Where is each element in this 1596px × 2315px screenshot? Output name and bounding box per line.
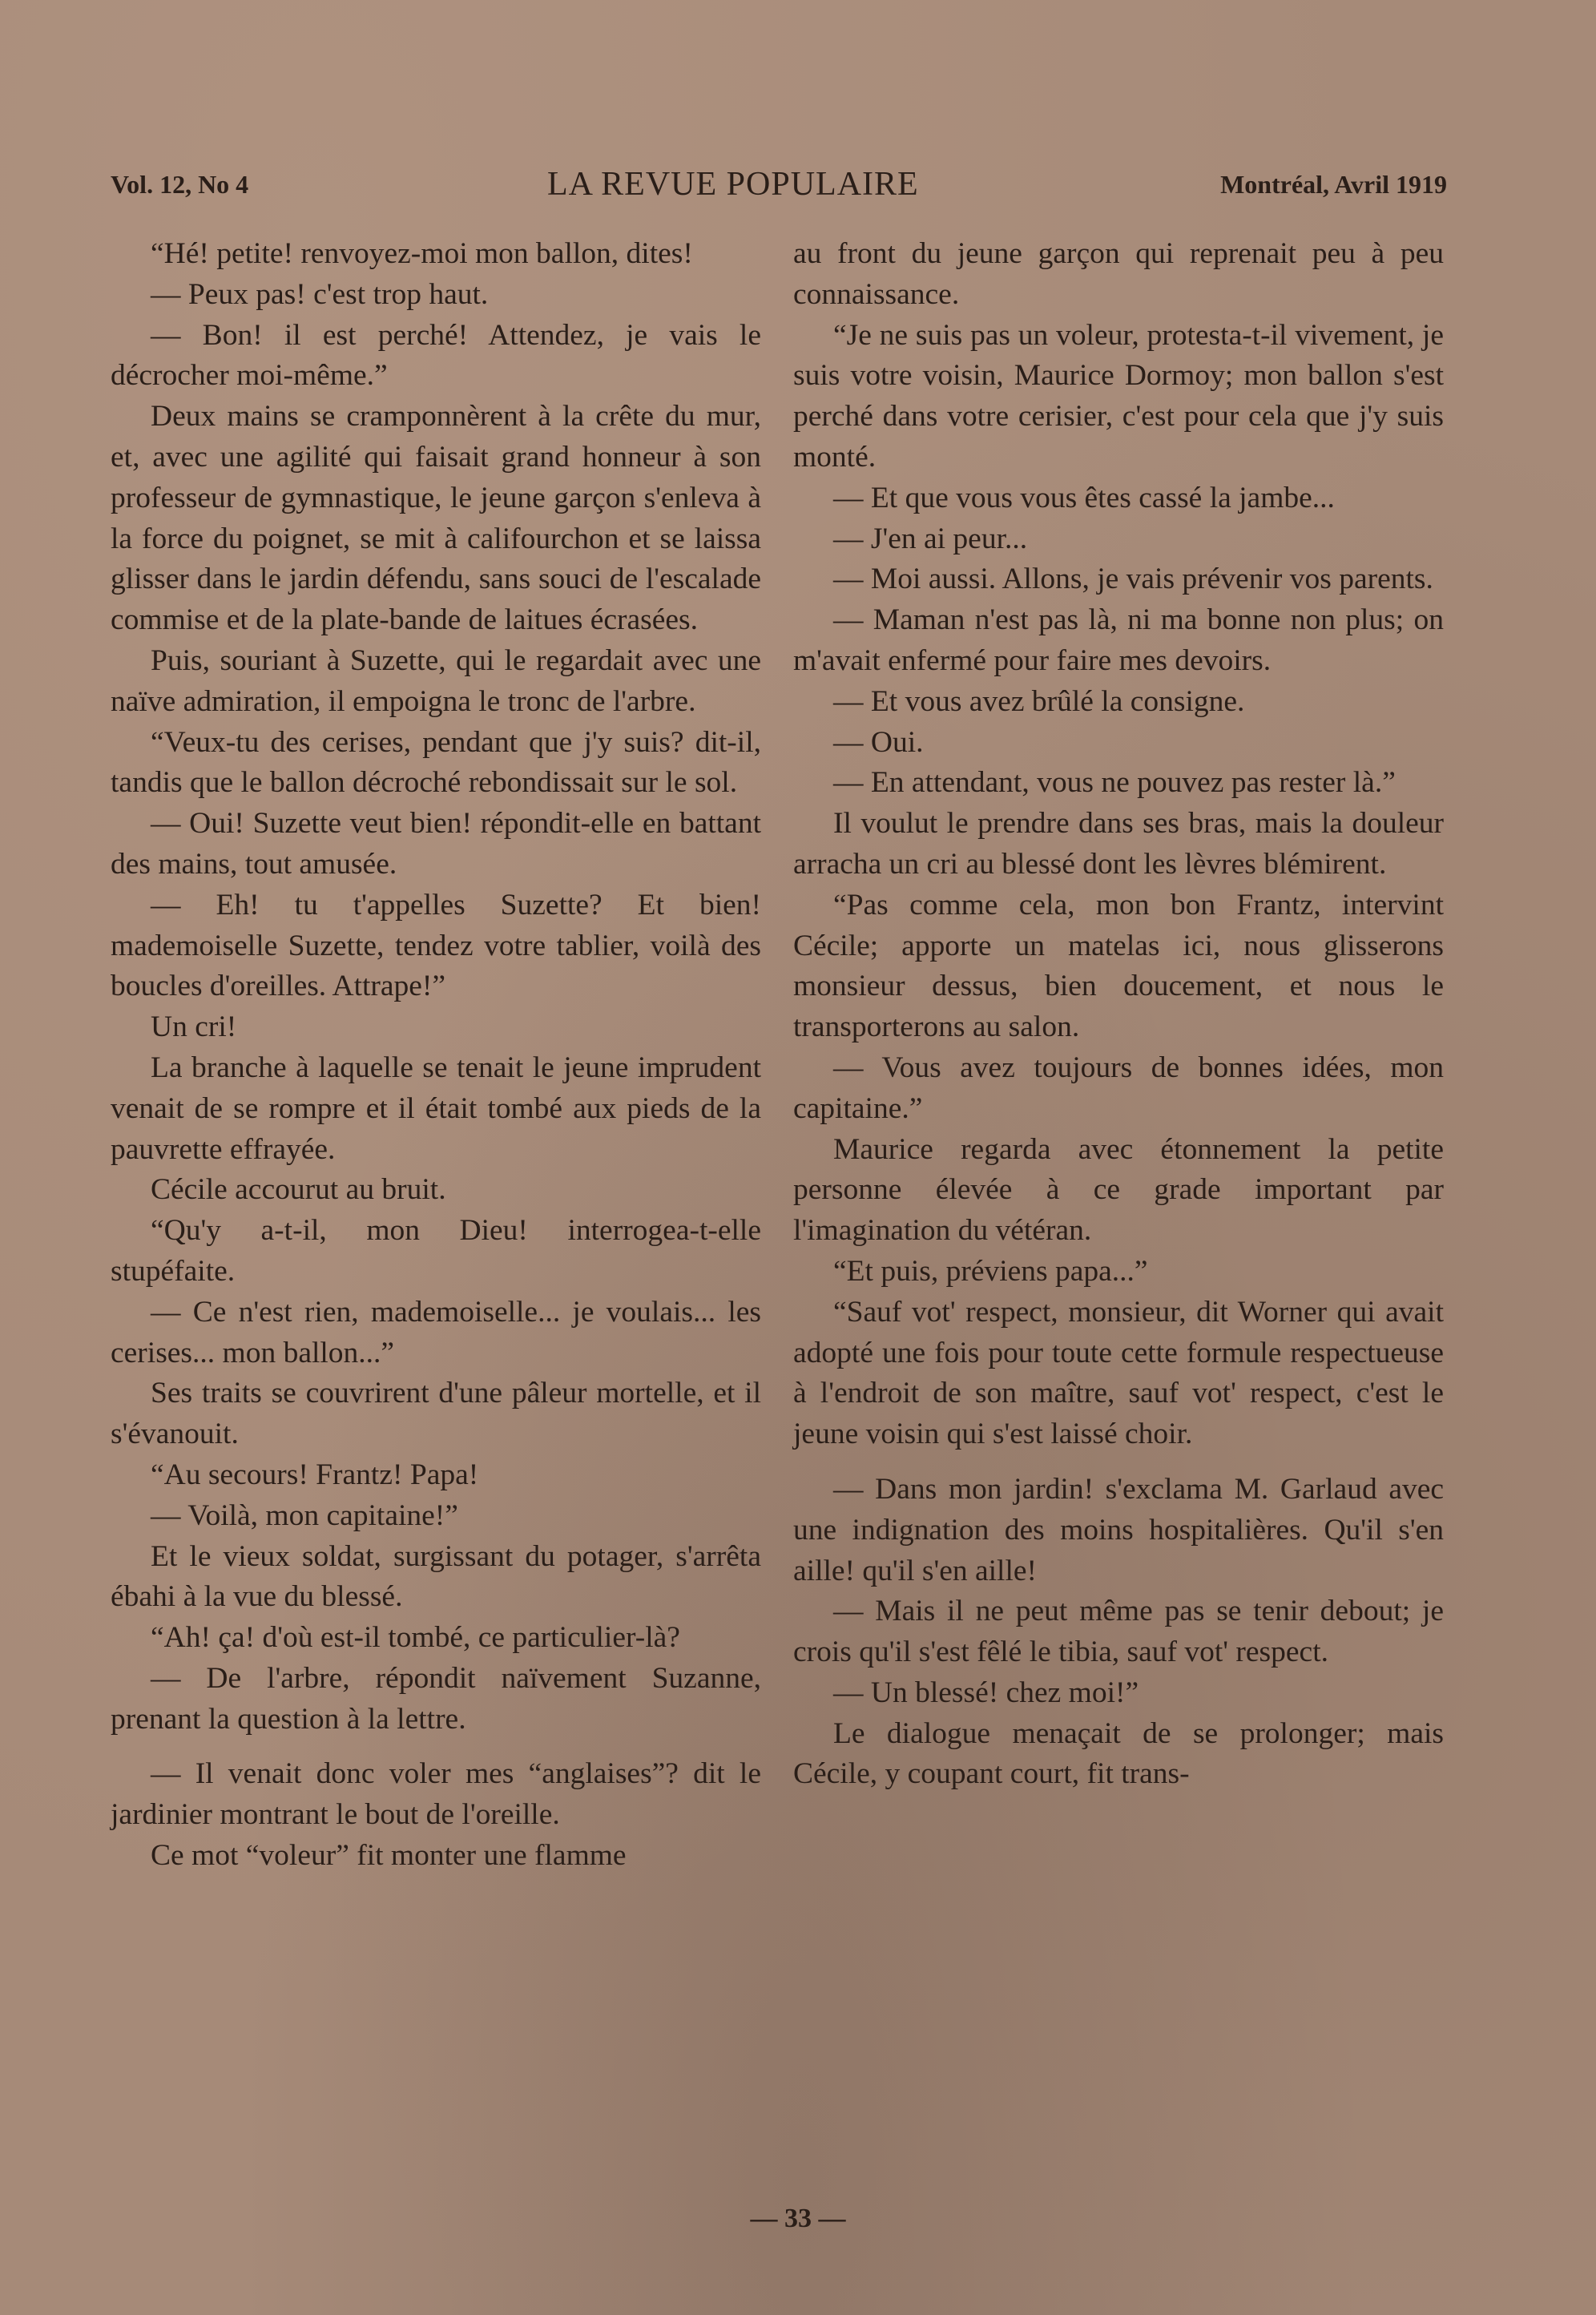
paragraph: “Ah! ça! d'où est-il tombé, ce particulier-là? <box>151 1621 680 1655</box>
paragraph: — De l'arbre, répondit naïvement Suzanne, prenant la question à la lettre. <box>111 1661 761 1736</box>
paragraph: — Moi aussi. Allons, je vais prévenir vos parents. <box>833 563 1433 596</box>
paragraph: “Et puis, préviens papa...” <box>833 1254 1148 1288</box>
paragraph: — Oui! Suzette veut bien! répondit-elle en battant des mains, tout amusée. <box>111 807 761 881</box>
paragraph: Ses traits se couvrirent d'une pâleur mortelle, et il s'évanouit. <box>111 1377 761 1451</box>
page-number: — 33 — <box>750 2204 846 2233</box>
paragraph: — Peux pas! c'est trop haut. <box>151 277 489 311</box>
paragraph: Cécile accourut au bruit. <box>151 1173 446 1207</box>
left-text-column <box>111 234 761 1877</box>
paragraph: — Dans mon jardin! s'exclama M. Garlaud avec une indignation des moins hospitalières. Qu'il s'en aille! qu'il s'en aille! <box>793 1472 1444 1587</box>
paragraph: au front du jeune garçon qui reprenait peu à peu connaissance. <box>793 237 1444 311</box>
paragraph: “Pas comme cela, mon bon Frantz, intervint Cécile; apporte un matelas ici, nous glisserons monsieur dessus, bien doucement, et nous le transporterons au salon. <box>793 888 1444 1044</box>
paragraph: Un cri! <box>151 1010 237 1044</box>
paragraph: “Sauf vot' respect, monsieur, dit Worner qui avait adopté une fois pour toute cette formule respectueuse à l'endroit de son maître, sauf vot' respect, c'est le jeune voisin qui s'est laissé choir. <box>793 1295 1444 1451</box>
paragraph: Il voulut le prendre dans ses bras, mais la douleur arracha un cri au blessé dont les lèvres blémirent. <box>793 807 1444 881</box>
paragraph: — Et que vous vous êtes cassé la jambe... <box>833 481 1335 514</box>
paragraph: — Eh! tu t'appelles Suzette? Et bien! mademoiselle Suzette, tendez votre tablier, voilà des boucles d'oreilles. Attrape!” <box>111 888 761 1003</box>
paragraph: Puis, souriant à Suzette, qui le regardait avec une naïve admiration, il empoigna le tronc de l'arbre. <box>111 643 761 718</box>
paragraph: — Il venait donc voler mes “anglaises”? dit le jardinier montrant le bout de l'oreille. <box>111 1757 761 1832</box>
paragraph: — J'en ai peur... <box>833 522 1028 555</box>
paragraph: Le dialogue menaçait de se prolonger; mais Cécile, y coupant court, fit trans- <box>793 1716 1444 1791</box>
paragraph: — Ce n'est rien, mademoiselle... je voulais... les cerises... mon ballon...” <box>111 1295 761 1369</box>
paragraph: — Bon! il est perché! Attendez, je vais le décrocher moi-même.” <box>111 318 761 393</box>
right-text-column <box>793 234 1444 1795</box>
issue-date: Montréal, Avril 1919 <box>1220 170 1447 199</box>
paragraph: — Oui. <box>833 725 924 759</box>
paragraph: — Un blessé! chez moi!” <box>833 1676 1139 1709</box>
paragraph: “Hé! petite! renvoyez-moi mon ballon, dites! <box>151 237 693 270</box>
paragraph: — Mais il ne peut même pas se tenir debout; je crois qu'il s'est fêlé le tibia, sauf vot' respect. <box>793 1595 1444 1669</box>
paragraph: Et le vieux soldat, surgissant du potager, s'arrêta ébahi à la vue du blessé. <box>111 1539 761 1614</box>
paragraph: “Au secours! Frantz! Papa! <box>151 1458 479 1491</box>
volume-label: Vol. 12, No 4 <box>111 170 249 199</box>
paragraph: — Maman n'est pas là, ni ma bonne non plus; on m'avait enfermé pour faire mes devoirs. <box>793 603 1444 677</box>
paragraph: “Veux-tu des cerises, pendant que j'y suis? dit-il, tandis que le ballon décroché rebondissait sur le sol. <box>111 725 761 800</box>
paragraph: Deux mains se cramponnèrent à la crête du mur, et, avec une agilité qui faisait grand honneur à son professeur de gymnastique, le jeune garçon s'enleva à la force du poignet, se mit à califourchon et se laissa glisser dans le jardin défendu, sans souci de l'escalade commise et de la plate-bande de laitues écrasées. <box>111 400 761 637</box>
paragraph: — En attendant, vous ne pouvez pas rester là.” <box>833 766 1396 800</box>
paragraph: “Je ne suis pas un voleur, protesta-t-il vivement, je suis votre voisin, Maurice Dormoy; mon ballon s'est perché dans votre cerisier, c'est pour cela que j'y suis monté. <box>793 318 1444 474</box>
publication-title: LA REVUE POPULAIRE <box>547 166 919 203</box>
paragraph: Maurice regarda avec étonnement la petite personne élevée à ce grade important par l'imagination du vétéran. <box>793 1132 1444 1248</box>
paragraph: Ce mot “voleur” fit monter une flamme <box>151 1839 627 1873</box>
paragraph: — Voilà, mon capitaine!” <box>151 1498 458 1532</box>
paragraph: La branche à laquelle se tenait le jeune imprudent venait de se rompre et il était tombé aux pieds de la pauvrette effrayée. <box>111 1051 761 1166</box>
page-header <box>111 166 1447 212</box>
paragraph: — Et vous avez brûlé la consigne. <box>833 684 1245 718</box>
paragraph: — Vous avez toujours de bonnes idées, mon capitaine.” <box>793 1051 1444 1125</box>
paragraph: “Qu'y a-t-il, mon Dieu! interrogea-t-elle stupéfaite. <box>111 1214 761 1288</box>
